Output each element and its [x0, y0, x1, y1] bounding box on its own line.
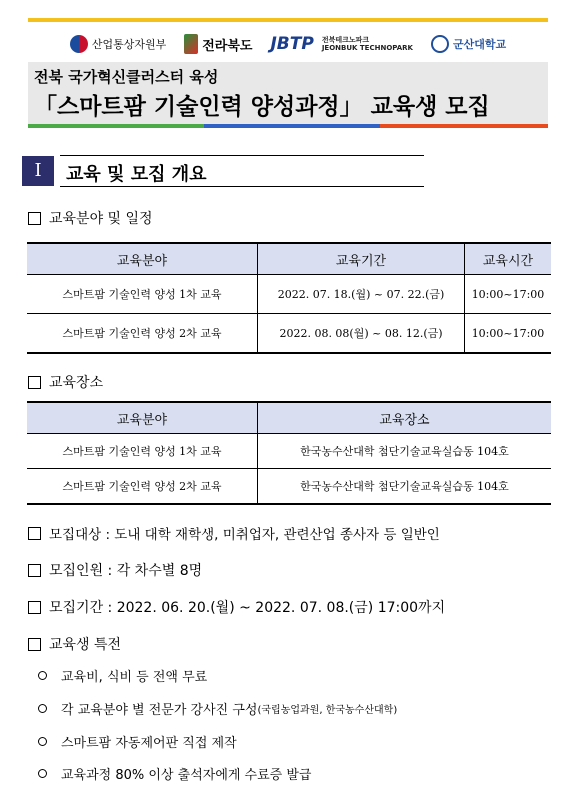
jbtp-logo-text: JBTP — [270, 34, 314, 54]
table-cell: 스마트팜 기술인력 양성 2차 교육 — [27, 469, 258, 505]
university-seal-icon — [431, 35, 449, 53]
kunsan-univ-logo — [431, 35, 506, 53]
schedule-table — [27, 242, 551, 354]
table-cell: 스마트팜 기술인력 양성 1차 교육 — [27, 275, 258, 314]
target-item — [28, 523, 440, 543]
checkbox-icon — [28, 376, 41, 389]
jbtp-logo — [270, 34, 413, 54]
benefits-heading — [28, 634, 121, 654]
table-header: 교육분야 — [27, 243, 258, 275]
table-header-row — [27, 243, 551, 275]
table-cell: 2022. 07. 18.(월) ~ 07. 22.(금) — [258, 275, 465, 314]
title-stripe-blue — [204, 124, 380, 128]
schedule-heading-text: 교육분야 및 일정 — [49, 211, 153, 227]
table-header: 교육기간 — [258, 243, 465, 275]
table-cell: 2022. 08. 08(월) ~ 08. 12.(금) — [258, 314, 465, 354]
table-row — [27, 314, 551, 354]
benefit-item — [38, 732, 237, 751]
logo-bar — [28, 28, 548, 60]
jeonbuk-logo-text: 전라북도 — [202, 38, 253, 54]
page-title: 「스마트팜 기술인력 양성과정」 교육생 모집 — [34, 94, 490, 120]
benefit-item — [38, 666, 207, 685]
title-subheading: 전북 국가혁신클러스터 육성 — [34, 68, 219, 86]
period-item — [28, 597, 445, 617]
jbtp-logo-korean: 전북테크노파크 — [321, 36, 370, 44]
target-text: 모집대상 : 도내 대학 재학생, 미취업자, 관련산업 종사자 등 일반인 — [49, 527, 440, 543]
table-row — [27, 469, 551, 505]
taegeuk-icon — [70, 35, 88, 53]
table-cell: 스마트팜 기술인력 양성 1차 교육 — [27, 434, 258, 469]
benefit-item — [38, 764, 311, 783]
circle-bullet-icon — [38, 737, 47, 746]
schedule-heading — [28, 208, 153, 228]
benefit-text: 교육과정 80% 이상 출석자에게 수료증 발급 — [61, 768, 312, 783]
table-cell: 한국농수산대학 첨단기술교육실습동 104호 — [258, 434, 552, 469]
jeonbuk-logo — [184, 34, 252, 54]
place-table — [27, 401, 551, 505]
table-cell: 10:00~17:00 — [465, 314, 552, 354]
count-text: 모집인원 : 각 차수별 8명 — [49, 563, 203, 579]
place-heading-text: 교육장소 — [49, 375, 104, 391]
table-row — [27, 275, 551, 314]
benefits-heading-text: 교육생 특전 — [49, 637, 122, 653]
section-number: I — [22, 156, 54, 186]
section-rule-bottom — [60, 186, 424, 187]
motie-logo — [70, 35, 166, 53]
checkbox-icon — [28, 212, 41, 225]
circle-bullet-icon — [38, 769, 47, 778]
place-heading — [28, 372, 103, 392]
circle-bullet-icon — [38, 704, 47, 713]
title-stripe-green — [28, 124, 204, 128]
table-row — [27, 434, 551, 469]
title-stripe-orange — [380, 124, 548, 128]
checkbox-icon — [28, 564, 41, 577]
top-accent-bar — [28, 18, 548, 22]
checkbox-icon — [28, 601, 41, 614]
table-header-row — [27, 402, 551, 434]
jeonbuk-emblem-icon — [184, 34, 198, 54]
section-rule-top — [60, 155, 424, 156]
benefit-text: 각 교육분야 별 전문가 강사진 구성 — [61, 703, 258, 718]
table-cell: 10:00~17:00 — [465, 275, 552, 314]
motie-logo-text: 산업통상자원부 — [91, 38, 167, 51]
circle-bullet-icon — [38, 671, 47, 680]
count-item — [28, 560, 202, 580]
section-title: 교육 및 모집 개요 — [66, 164, 207, 185]
table-header: 교육분야 — [27, 402, 258, 434]
checkbox-icon — [28, 638, 41, 651]
kunsan-univ-logo-text: 군산대학교 — [453, 38, 507, 51]
table-header: 교육장소 — [258, 402, 552, 434]
benefit-text: 교육비, 식비 등 전액 무료 — [61, 670, 208, 685]
benefit-text: 스마트팜 자동제어판 직접 제작 — [61, 736, 237, 751]
jbtp-logo-english: JEONBUK TECHNOPARK — [321, 44, 413, 52]
checkbox-icon — [28, 527, 41, 540]
table-cell: 한국농수산대학 첨단기술교육실습동 104호 — [258, 469, 552, 505]
benefit-item — [38, 699, 397, 718]
benefit-note: (국립농업과원, 한국농수산대학) — [257, 705, 398, 716]
table-cell: 스마트팜 기술인력 양성 2차 교육 — [27, 314, 258, 354]
table-header: 교육시간 — [465, 243, 552, 275]
period-text: 모집기간 : 2022. 06. 20.(월) ~ 2022. 07. 08.(금) 17:00까지 — [49, 600, 446, 616]
